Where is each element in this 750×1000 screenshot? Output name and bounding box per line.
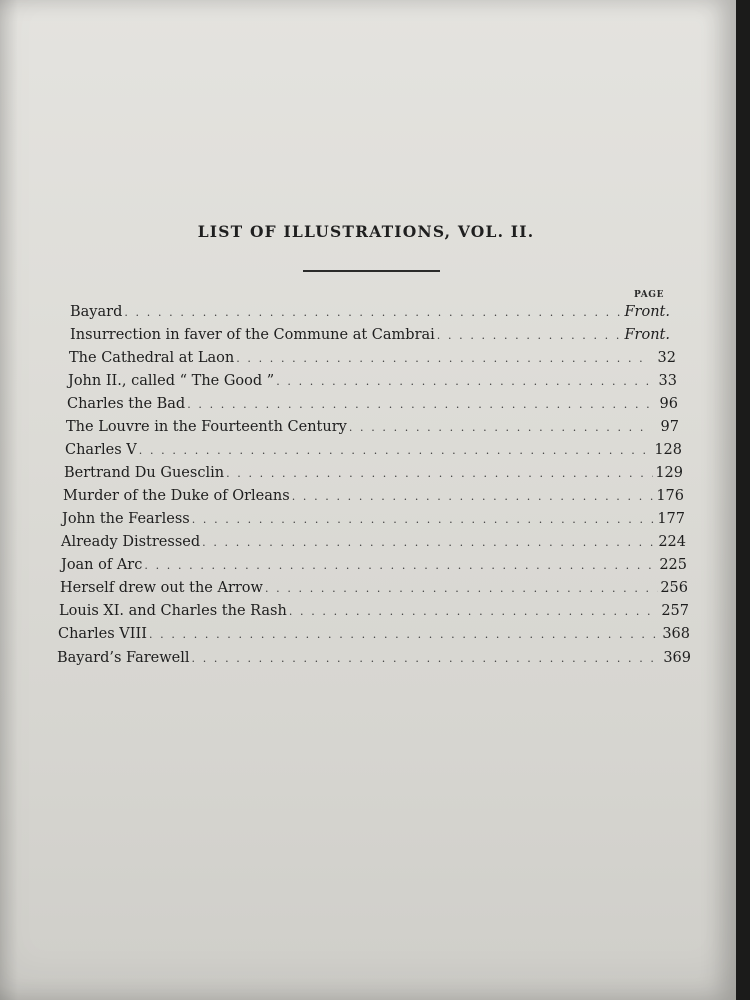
dot-leader <box>187 398 650 411</box>
dot-leader <box>437 329 623 342</box>
dot-leader <box>149 628 660 641</box>
entry-title: Bayard’s Farewell <box>57 650 190 666</box>
list-entry <box>64 465 683 487</box>
dot-leader <box>289 605 659 618</box>
entry-title: Murder of the Duke of Orleans <box>63 488 290 504</box>
entry-title: Herself drew out the Arrow <box>60 580 263 596</box>
page-title: LIST OF ILLUSTRATIONS, VOL. II. <box>197 222 535 241</box>
entry-page: 256 <box>660 580 688 596</box>
entry-title: Already Distressed <box>61 534 201 550</box>
entry-title: Charles the Bad <box>67 396 186 412</box>
dot-leader <box>236 352 648 365</box>
entry-page: Front. <box>624 327 670 343</box>
entry-title: John the Fearless <box>62 511 190 527</box>
entry-title: Louis XI. and Charles the Rash <box>59 603 287 619</box>
entry-title: Charles V <box>65 442 137 458</box>
list-entry <box>70 327 670 349</box>
entry-page: 129 <box>655 465 683 481</box>
dot-leader <box>192 513 656 526</box>
list-entry <box>59 603 689 625</box>
entry-title: Joan of Arc <box>61 557 143 573</box>
list-entry <box>61 557 687 579</box>
dot-leader <box>144 559 657 572</box>
entry-title: The Cathedral at Laon <box>69 350 235 366</box>
list-entry <box>63 488 684 510</box>
entry-page: 225 <box>659 557 687 573</box>
entry-page: 224 <box>658 534 686 550</box>
entry-page: 128 <box>654 442 682 458</box>
dot-leader <box>202 536 656 549</box>
list-entry <box>58 626 690 648</box>
entry-page: 369 <box>663 650 691 666</box>
list-entry <box>66 419 679 441</box>
dot-leader <box>349 421 651 434</box>
page-shading <box>0 0 18 1000</box>
entry-page: 96 <box>659 396 678 412</box>
entry-title: Insurrection in faver of the Commune at Cambrai <box>70 327 435 343</box>
entry-page: Front. <box>624 304 670 320</box>
list-entry <box>60 580 688 602</box>
dot-leader <box>265 582 658 595</box>
title-rule <box>303 270 440 272</box>
dot-leader <box>226 467 653 480</box>
page-column-label: PAGE <box>634 290 665 300</box>
list-entry <box>70 304 670 326</box>
list-entry <box>69 350 676 372</box>
dot-leader <box>276 375 649 388</box>
entry-page: 257 <box>661 603 689 619</box>
entry-title: Bertrand Du Guesclin <box>64 465 225 481</box>
entry-page: 176 <box>656 488 684 504</box>
list-entry <box>61 534 686 556</box>
list-entry <box>67 396 678 418</box>
entry-page: 368 <box>662 626 690 642</box>
entry-page: 177 <box>657 511 685 527</box>
list-entry <box>57 650 691 672</box>
list-entry <box>68 373 677 395</box>
list-entry <box>62 511 685 533</box>
dot-leader <box>292 490 655 503</box>
dot-leader <box>124 306 622 319</box>
list-entry <box>65 442 682 464</box>
entry-page: 32 <box>657 350 676 366</box>
entry-title: Charles VIII <box>58 626 147 642</box>
entry-page: 33 <box>658 373 677 389</box>
entry-title: The Louvre in the Fourteenth Century <box>66 419 347 435</box>
entry-page: 97 <box>660 419 679 435</box>
entry-title: Bayard <box>70 304 123 320</box>
entry-title: John II., called “ The Good ” <box>68 373 275 389</box>
dot-leader <box>192 652 662 665</box>
dot-leader <box>139 444 653 457</box>
